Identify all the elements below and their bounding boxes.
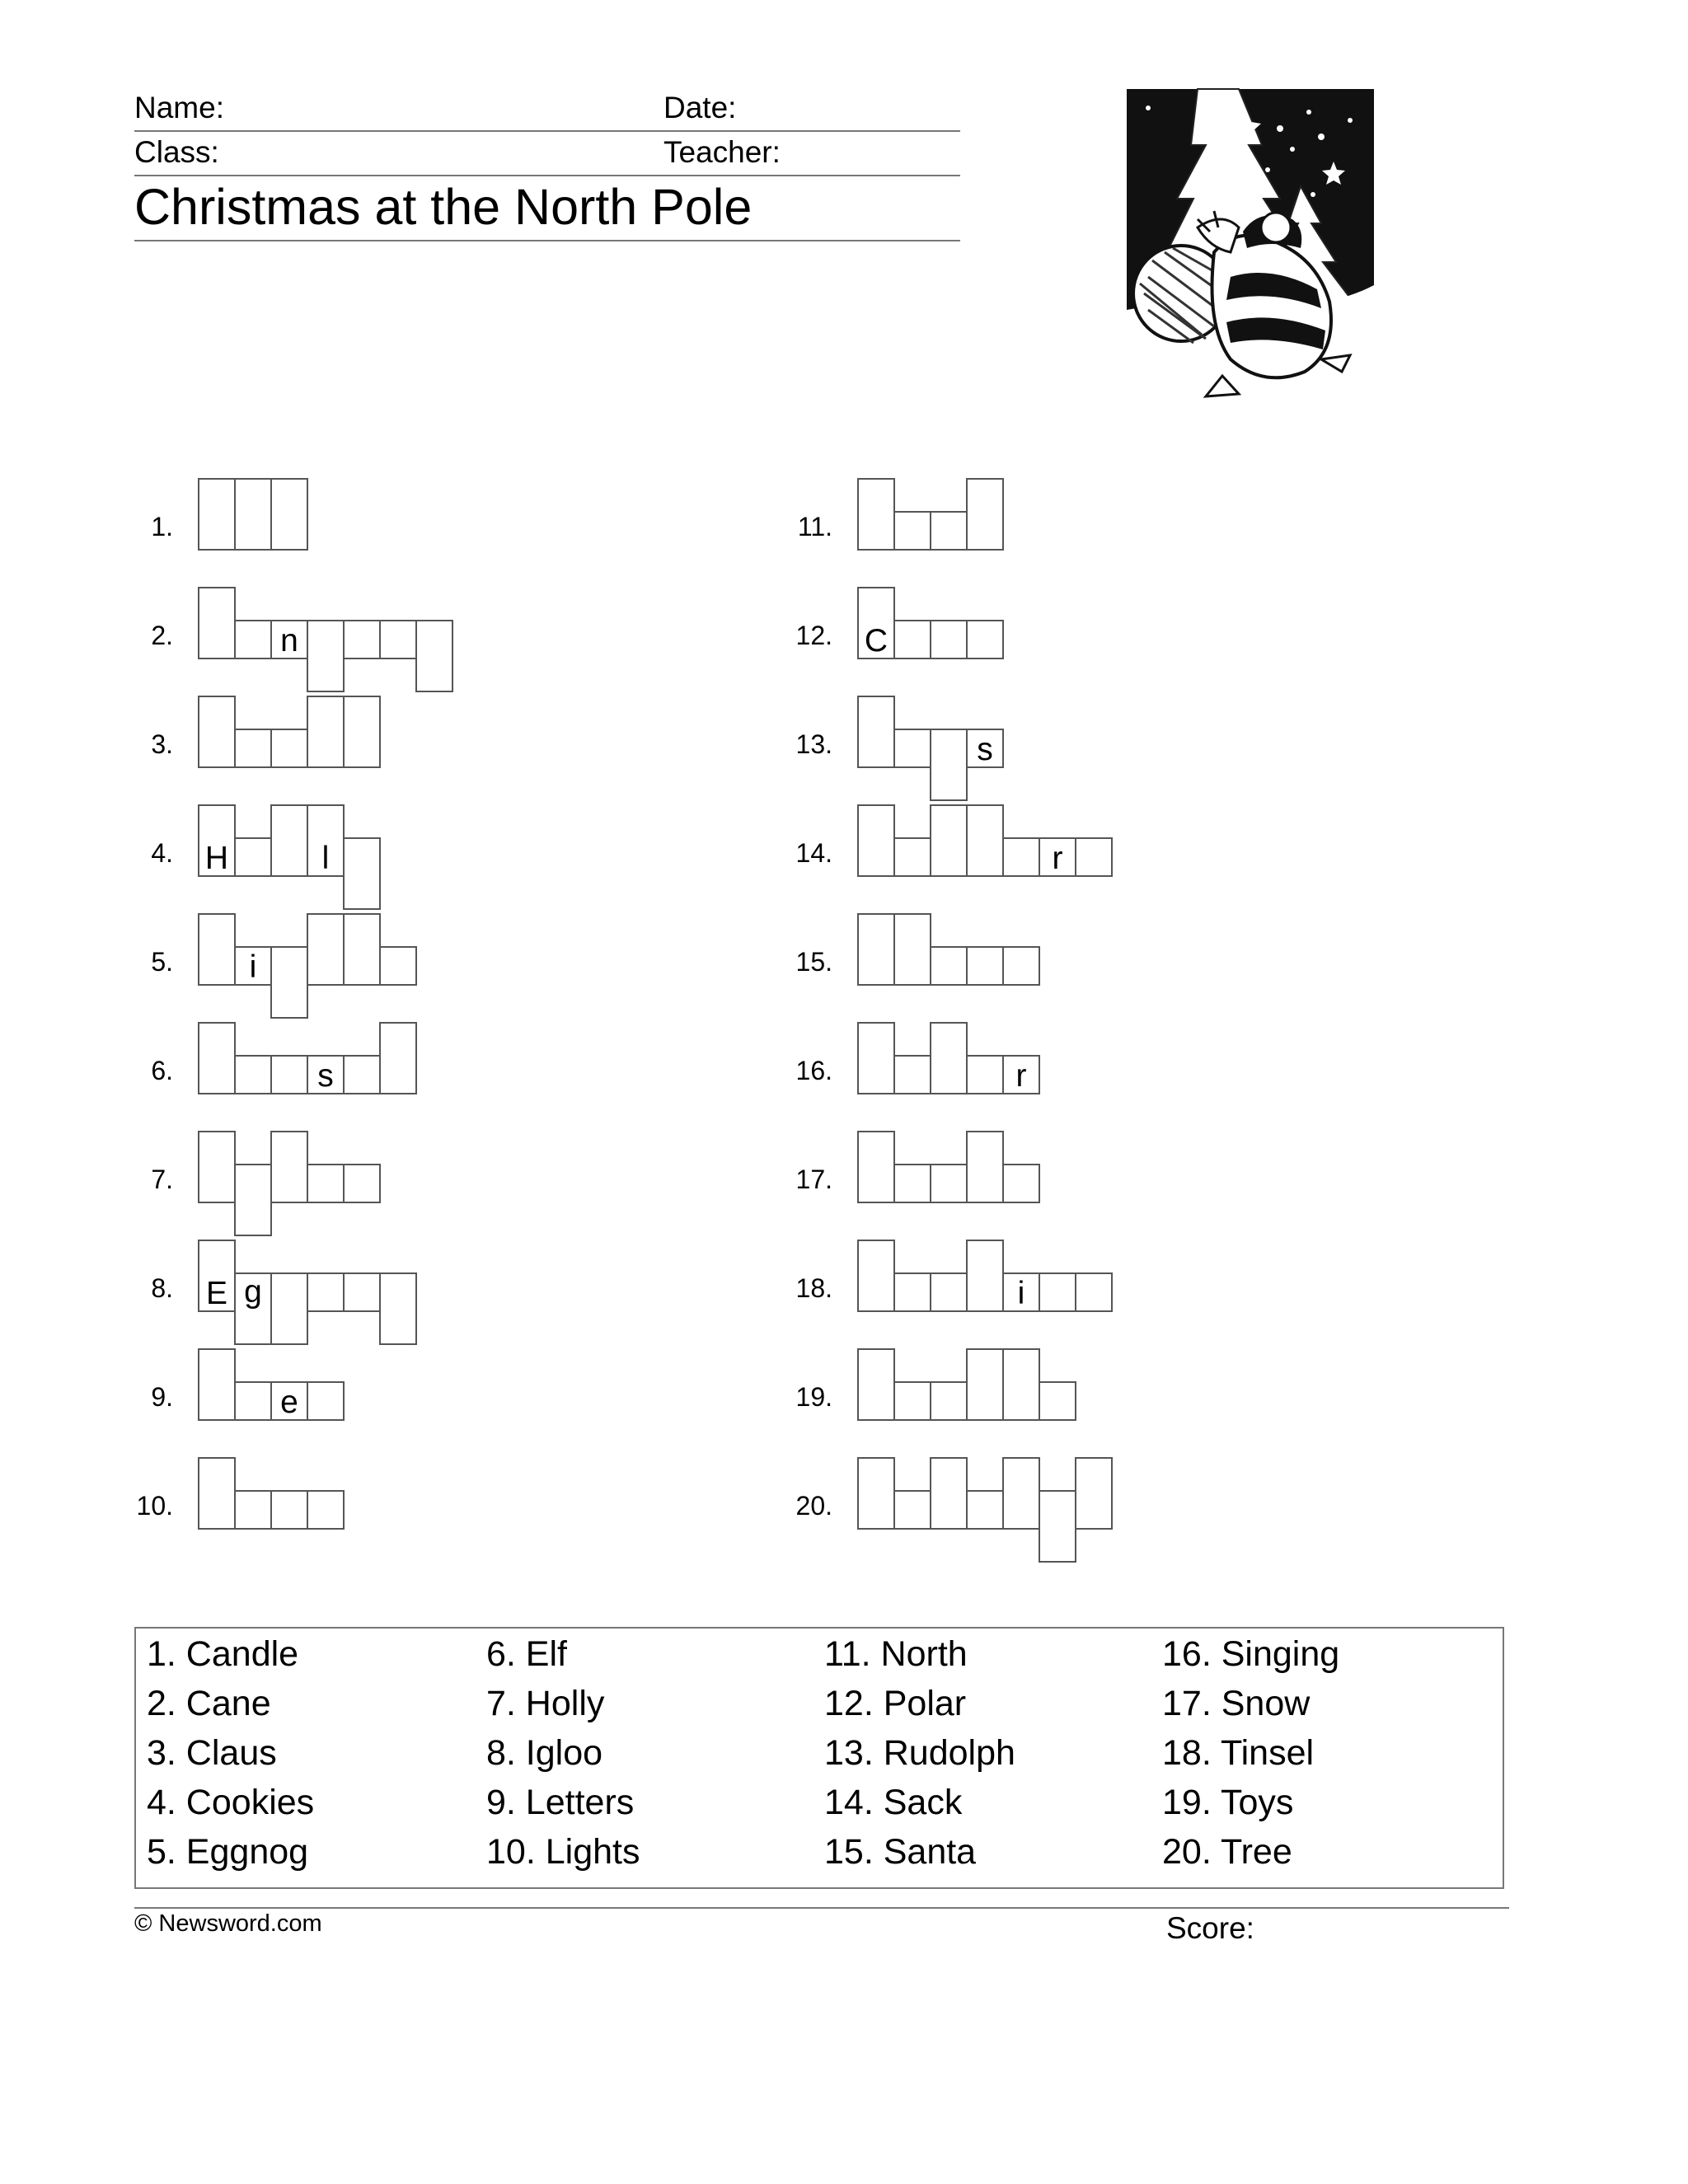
puzzle-number: 15. <box>795 947 832 977</box>
puzzle-cell[interactable] <box>343 1055 381 1094</box>
score-label: Score: <box>1166 1911 1254 1945</box>
puzzle-cell[interactable] <box>930 946 968 986</box>
puzzle-cell[interactable] <box>234 478 272 551</box>
puzzle-cell[interactable] <box>198 804 236 877</box>
page-title: Christmas at the North Pole <box>134 179 753 235</box>
puzzle-cell[interactable] <box>930 1381 968 1421</box>
word-bank-item: 11. North <box>824 1634 968 1674</box>
puzzle-cell[interactable] <box>930 1272 968 1312</box>
name-label: Name: <box>134 91 224 124</box>
given-letter: s <box>317 1058 334 1094</box>
puzzle-cell[interactable] <box>270 1490 308 1530</box>
class-label: Class: <box>134 135 219 169</box>
puzzle-number: 8. <box>151 1273 173 1303</box>
puzzle-cell[interactable] <box>857 1348 895 1421</box>
puzzle-cell[interactable] <box>857 1457 895 1530</box>
puzzle-cell[interactable] <box>234 1164 272 1236</box>
word-bank-item: 4. Cookies <box>147 1783 315 1822</box>
puzzle-cell[interactable] <box>966 1490 1004 1530</box>
puzzle-number: 6. <box>151 1056 173 1085</box>
puzzle-cell[interactable] <box>1002 1457 1040 1530</box>
puzzle-cell[interactable] <box>966 1240 1004 1312</box>
puzzle-cell[interactable] <box>930 620 968 659</box>
given-letter: s <box>977 732 993 767</box>
word-bank-item: 16. Singing <box>1162 1634 1340 1674</box>
puzzle-cell[interactable] <box>893 1272 931 1312</box>
given-letter: g <box>244 1274 262 1310</box>
puzzle-cell[interactable] <box>1002 1348 1040 1421</box>
puzzle-number: 9. <box>151 1382 173 1412</box>
puzzle-cell[interactable] <box>379 620 417 659</box>
puzzle-cell[interactable] <box>234 837 272 877</box>
given-letter: l <box>321 841 330 876</box>
puzzle-number: 5. <box>151 947 173 977</box>
title-line <box>134 240 960 241</box>
puzzle-cell[interactable] <box>930 1164 968 1203</box>
puzzle-cell[interactable] <box>198 1022 236 1094</box>
word-bank-item: 2. Cane <box>147 1684 271 1723</box>
puzzle-cell[interactable] <box>379 1272 417 1345</box>
puzzle-cell[interactable] <box>1039 837 1076 877</box>
date-label: Date: <box>663 91 737 124</box>
puzzle-cell[interactable] <box>1002 1055 1040 1094</box>
puzzle-cell[interactable] <box>343 837 381 910</box>
puzzle-cell[interactable] <box>1075 837 1113 877</box>
puzzle-cell[interactable] <box>379 946 417 986</box>
puzzle-cell[interactable] <box>343 696 381 768</box>
puzzle-cell[interactable] <box>307 1490 345 1530</box>
puzzle-cell[interactable] <box>966 1348 1004 1421</box>
given-letter: i <box>249 949 257 985</box>
word-bank-item: 17. Snow <box>1162 1684 1311 1723</box>
puzzle-cell[interactable] <box>270 620 308 659</box>
puzzle-cell[interactable] <box>966 1055 1004 1094</box>
puzzle-cell[interactable] <box>307 804 345 877</box>
puzzle-cell[interactable] <box>893 1381 931 1421</box>
puzzle-cell[interactable] <box>857 478 895 551</box>
puzzle-cell[interactable] <box>893 620 931 659</box>
puzzle-cell[interactable] <box>198 913 236 986</box>
puzzle-cell[interactable] <box>1075 1457 1113 1530</box>
puzzle-number: 7. <box>151 1165 173 1194</box>
puzzle-cell[interactable] <box>234 1272 272 1345</box>
puzzle-cell[interactable] <box>893 1164 931 1203</box>
puzzle-cell[interactable] <box>307 1272 345 1312</box>
word-bank-item: 8. Igloo <box>486 1733 603 1773</box>
word-bank-item: 3. Claus <box>147 1733 277 1773</box>
copyright: © Newsword.com <box>134 1910 322 1937</box>
puzzle-cell[interactable] <box>234 729 272 768</box>
puzzle-number: 10. <box>136 1491 173 1521</box>
puzzle-number: 3. <box>151 729 173 759</box>
puzzle-cell[interactable] <box>857 1131 895 1203</box>
word-bank-item: 13. Rudolph <box>824 1733 1015 1773</box>
puzzle-cell[interactable] <box>857 587 895 659</box>
puzzle-cell[interactable] <box>857 1022 895 1094</box>
puzzle-cell[interactable] <box>234 1490 272 1530</box>
puzzle-cell[interactable] <box>1039 1490 1076 1563</box>
word-bank-item: 14. Sack <box>824 1783 963 1822</box>
puzzle-number: 1. <box>151 512 173 541</box>
word-bank-item: 19. Toys <box>1162 1783 1294 1822</box>
word-bank-item: 1. Candle <box>147 1634 299 1674</box>
puzzle-cell[interactable] <box>343 1272 381 1312</box>
puzzle-number: 12. <box>795 621 832 650</box>
puzzle-number: 4. <box>151 838 173 868</box>
puzzle-cell[interactable] <box>198 1457 236 1530</box>
santa-illustration <box>1115 87 1379 442</box>
puzzle-cell[interactable] <box>379 1022 417 1094</box>
puzzle-cell[interactable] <box>893 511 931 551</box>
puzzle-cell[interactable] <box>415 620 453 692</box>
puzzle-cell[interactable] <box>234 946 272 986</box>
puzzle-number: 14. <box>795 838 832 868</box>
puzzle-cell[interactable] <box>198 587 236 659</box>
puzzle-cell[interactable] <box>893 913 931 986</box>
puzzle-number: 17. <box>795 1165 832 1194</box>
puzzle-cell[interactable] <box>893 837 931 877</box>
puzzle-cell[interactable] <box>893 1055 931 1094</box>
puzzle-number: 13. <box>795 729 832 759</box>
teacher-label: Teacher: <box>663 135 781 169</box>
puzzle-cell[interactable] <box>930 729 968 801</box>
puzzle-cell[interactable] <box>893 729 931 768</box>
puzzle-cell[interactable] <box>198 696 236 768</box>
puzzle-cell[interactable] <box>234 1055 272 1094</box>
puzzle-number: 16. <box>795 1056 832 1085</box>
puzzle-cell[interactable] <box>1002 837 1040 877</box>
name-line <box>134 130 960 132</box>
word-bank-item: 15. Santa <box>824 1832 977 1872</box>
puzzle-cell[interactable] <box>1039 1381 1076 1421</box>
puzzle-cell[interactable] <box>198 1240 236 1312</box>
puzzle-cell[interactable] <box>343 1164 381 1203</box>
puzzle-cell[interactable] <box>966 729 1004 768</box>
puzzle-cell[interactable] <box>1002 1164 1040 1203</box>
puzzle-cell[interactable] <box>1039 1272 1076 1312</box>
given-letter: e <box>280 1385 298 1420</box>
given-letter: i <box>1017 1276 1025 1311</box>
word-bank-item: 5. Eggnog <box>147 1832 309 1872</box>
puzzle-cell[interactable] <box>270 1131 308 1203</box>
puzzle-cell[interactable] <box>198 1131 236 1203</box>
puzzle-cell[interactable] <box>198 478 236 551</box>
puzzle-cell[interactable] <box>893 1490 931 1530</box>
word-bank-item: 20. Tree <box>1162 1832 1292 1872</box>
puzzle-cell[interactable] <box>857 1240 895 1312</box>
puzzle-cell[interactable] <box>307 696 345 768</box>
puzzle-cell[interactable] <box>234 1381 272 1421</box>
puzzle-cell[interactable] <box>1002 1272 1040 1312</box>
word-bank-item: 9. Letters <box>486 1783 635 1822</box>
puzzle-cell[interactable] <box>270 804 308 877</box>
puzzle-cell[interactable] <box>966 946 1004 986</box>
puzzle-cell[interactable] <box>857 696 895 768</box>
puzzle-cell[interactable] <box>270 1272 308 1345</box>
puzzle-cell[interactable] <box>270 478 308 551</box>
puzzle-number: 11. <box>797 512 832 541</box>
puzzle-number: 19. <box>795 1382 832 1412</box>
puzzle-cell[interactable] <box>307 1164 345 1203</box>
word-bank-item: 10. Lights <box>486 1832 640 1872</box>
puzzle-cell[interactable] <box>1075 1272 1113 1312</box>
puzzle-cell[interactable] <box>307 620 345 692</box>
puzzle-cell[interactable] <box>930 1457 968 1530</box>
word-bank-item: 18. Tinsel <box>1162 1733 1315 1773</box>
puzzle-cell[interactable] <box>966 478 1004 551</box>
puzzle-cell[interactable] <box>270 1055 308 1094</box>
puzzle-cell[interactable] <box>966 804 1004 877</box>
class-line <box>134 175 960 176</box>
given-letter: E <box>205 1276 227 1311</box>
puzzle-cell[interactable] <box>930 804 968 877</box>
puzzle-cell[interactable] <box>930 1022 968 1094</box>
puzzle-cell[interactable] <box>1002 946 1040 986</box>
puzzle-cell[interactable] <box>270 729 308 768</box>
puzzle-number: 18. <box>795 1273 832 1303</box>
word-bank-item: 12. Polar <box>824 1684 967 1723</box>
given-letter: n <box>280 623 298 658</box>
given-letter: H <box>204 841 229 876</box>
puzzle-cell[interactable] <box>966 1131 1004 1203</box>
puzzle-number: 2. <box>151 621 173 650</box>
word-bank-item: 7. Holly <box>486 1684 605 1723</box>
puzzle-number: 20. <box>795 1491 832 1521</box>
puzzle-cell[interactable] <box>307 1381 345 1421</box>
puzzle-cell[interactable] <box>343 913 381 986</box>
given-letter: C <box>864 623 889 658</box>
puzzle-cell[interactable] <box>270 946 308 1019</box>
puzzle-cell[interactable] <box>857 804 895 877</box>
puzzle-cell[interactable] <box>198 1348 236 1421</box>
given-letter: r <box>1052 841 1063 876</box>
puzzle-cell[interactable] <box>234 620 272 659</box>
given-letter: r <box>1015 1058 1027 1094</box>
word-bank-item: 6. Elf <box>486 1634 567 1674</box>
footer-line <box>134 1907 1509 1909</box>
puzzle-cell[interactable] <box>930 511 968 551</box>
puzzle-cell[interactable] <box>270 1381 308 1421</box>
puzzle-cell[interactable] <box>966 620 1004 659</box>
puzzle-cell[interactable] <box>307 913 345 986</box>
puzzle-cell[interactable] <box>343 620 381 659</box>
puzzle-cell[interactable] <box>307 1055 345 1094</box>
puzzle-cell[interactable] <box>857 913 895 986</box>
